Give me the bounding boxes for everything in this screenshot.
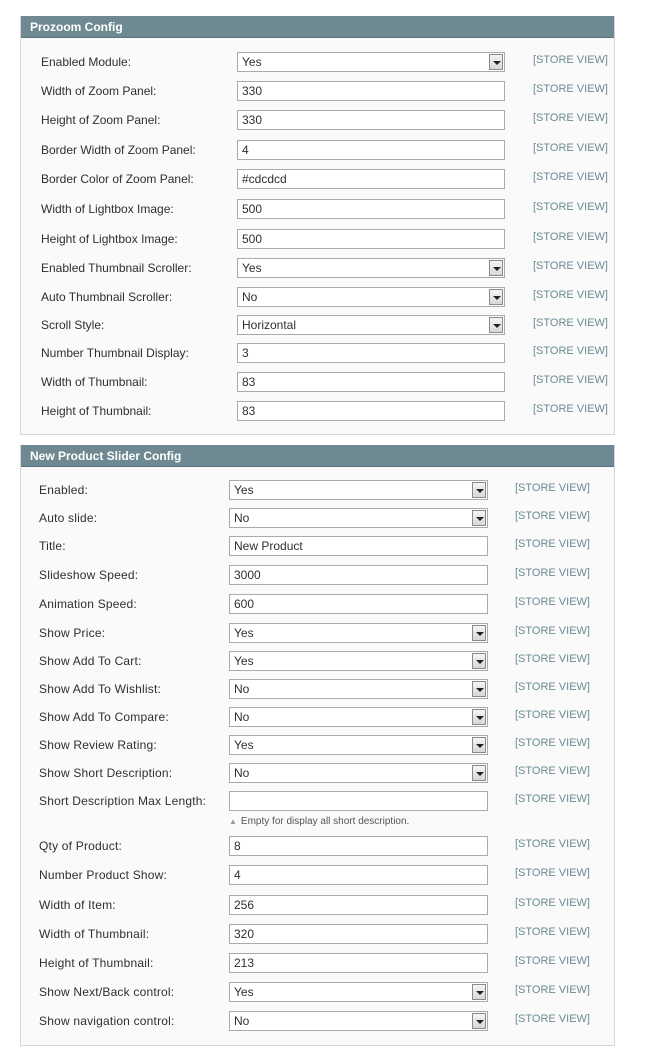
number-product-show-value: 4: [234, 868, 241, 882]
short-description-max-length-note: [229, 816, 409, 827]
chevron-down-icon[interactable]: [472, 737, 486, 753]
show-navigation-control-select[interactable]: [229, 1011, 488, 1031]
show-navigation-control-value: No: [234, 1014, 250, 1028]
scroll-style-value: Horizontal: [242, 318, 297, 332]
height-of-thumbnail-scope-label: [STORE VIEW]: [533, 403, 608, 415]
width-of-item-row: [21, 895, 614, 915]
short-description-max-length-input[interactable]: [229, 791, 488, 811]
enabled-select[interactable]: [229, 480, 488, 500]
chevron-down-icon[interactable]: [472, 765, 486, 781]
height-of-thumbnail-value: 213: [234, 956, 255, 970]
border-color-of-zoom-panel-row: [21, 169, 614, 189]
width-of-lightbox-image-input[interactable]: [237, 199, 505, 219]
title-input[interactable]: [229, 536, 488, 556]
new-product-slider-config-header[interactable]: New Product Slider Config: [21, 445, 614, 467]
show-next-back-control-scope-label: [STORE VIEW]: [515, 984, 590, 996]
scroll-style-label: Scroll Style:: [41, 318, 105, 332]
width-of-thumbnail-scope-label: [STORE VIEW]: [515, 926, 590, 938]
show-next-back-control-label: Show Next/Back control:: [39, 985, 175, 999]
scroll-style-row: [21, 315, 614, 335]
enabled-row: [21, 480, 614, 500]
height-of-zoom-panel-input[interactable]: [237, 110, 505, 130]
show-add-to-wishlist-value: No: [234, 682, 250, 696]
enabled-module-value: Yes: [242, 55, 262, 69]
height-of-thumbnail-input[interactable]: [237, 401, 505, 421]
animation-speed-row: [21, 594, 614, 614]
height-of-lightbox-image-label: Height of Lightbox Image:: [41, 232, 178, 246]
chevron-down-icon[interactable]: [472, 1013, 486, 1029]
show-add-to-cart-value: Yes: [234, 654, 254, 668]
height-of-zoom-panel-label: Height of Zoom Panel:: [41, 113, 161, 127]
width-of-item-input[interactable]: [229, 895, 488, 915]
show-add-to-wishlist-scope-label: [STORE VIEW]: [515, 681, 590, 693]
qty-of-product-row: [21, 836, 614, 856]
show-next-back-control-row: [21, 982, 614, 1002]
auto-thumbnail-scroller-label: Auto Thumbnail Scroller:: [41, 290, 173, 304]
title-value: New Product: [234, 539, 303, 553]
slideshow-speed-scope-label: [STORE VIEW]: [515, 567, 590, 579]
enabled-thumbnail-scroller-scope-label: [STORE VIEW]: [533, 260, 608, 272]
show-add-to-wishlist-row: [21, 679, 614, 699]
show-add-to-cart-label: Show Add To Cart:: [39, 654, 142, 668]
border-color-of-zoom-panel-value: #cdcdcd: [242, 172, 287, 186]
auto-thumbnail-scroller-select[interactable]: [237, 287, 505, 307]
enabled-label: Enabled:: [39, 483, 88, 497]
number-thumbnail-display-label: Number Thumbnail Display:: [41, 346, 189, 360]
width-of-thumbnail-label: Width of Thumbnail:: [41, 375, 148, 389]
slideshow-speed-row: [21, 565, 614, 585]
show-navigation-control-row: [21, 1011, 614, 1031]
slideshow-speed-label: Slideshow Speed:: [39, 568, 139, 582]
scroll-style-scope-label: [STORE VIEW]: [533, 317, 608, 329]
enabled-module-row: [21, 52, 614, 72]
new-product-slider-config-section: [20, 445, 615, 1046]
show-price-row: [21, 623, 614, 643]
width-of-thumbnail-input[interactable]: [229, 924, 488, 944]
width-of-thumbnail-value: 83: [242, 375, 256, 389]
chevron-down-icon[interactable]: [489, 289, 503, 305]
show-review-rating-row: [21, 735, 614, 755]
qty-of-product-label: Qty of Product:: [39, 839, 123, 853]
number-thumbnail-display-row: [21, 343, 614, 363]
enabled-scope-label: [STORE VIEW]: [515, 482, 590, 494]
up-arrow-icon: ▲: [229, 817, 237, 826]
show-short-description-select[interactable]: [229, 763, 488, 783]
number-thumbnail-display-value: 3: [242, 346, 249, 360]
width-of-item-scope-label: [STORE VIEW]: [515, 897, 590, 909]
chevron-down-icon[interactable]: [472, 482, 486, 498]
animation-speed-value: 600: [234, 597, 255, 611]
width-of-lightbox-image-row: [21, 199, 614, 219]
show-add-to-compare-scope-label: [STORE VIEW]: [515, 709, 590, 721]
width-of-thumbnail-value: 320: [234, 927, 255, 941]
qty-of-product-scope-label: [STORE VIEW]: [515, 838, 590, 850]
show-add-to-cart-row: [21, 651, 614, 671]
show-next-back-control-select[interactable]: [229, 982, 488, 1002]
show-add-to-compare-select[interactable]: [229, 707, 488, 727]
title-scope-label: [STORE VIEW]: [515, 538, 590, 550]
enabled-module-label: Enabled Module:: [41, 55, 132, 69]
chevron-down-icon[interactable]: [472, 625, 486, 641]
show-add-to-cart-select[interactable]: [229, 651, 488, 671]
animation-speed-input[interactable]: [229, 594, 488, 614]
height-of-lightbox-image-input[interactable]: [237, 229, 505, 249]
width-of-zoom-panel-value: 330: [242, 84, 263, 98]
border-width-of-zoom-panel-row: [21, 140, 614, 160]
height-of-thumbnail-label: Height of Thumbnail:: [41, 404, 152, 418]
show-price-value: Yes: [234, 626, 254, 640]
show-short-description-label: Show Short Description:: [39, 766, 173, 780]
auto-slide-select[interactable]: [229, 508, 488, 528]
width-of-zoom-panel-label: Width of Zoom Panel:: [41, 84, 157, 98]
width-of-thumbnail-label: Width of Thumbnail:: [39, 927, 150, 941]
show-short-description-scope-label: [STORE VIEW]: [515, 765, 590, 777]
enabled-thumbnail-scroller-label: Enabled Thumbnail Scroller:: [41, 261, 192, 275]
show-add-to-cart-scope-label: [STORE VIEW]: [515, 653, 590, 665]
title-label: Title:: [39, 539, 66, 553]
width-of-zoom-panel-scope-label: [STORE VIEW]: [533, 83, 608, 95]
show-price-label: Show Price:: [39, 626, 106, 640]
short-description-max-length-scope-label: [STORE VIEW]: [515, 793, 590, 805]
width-of-item-value: 256: [234, 898, 255, 912]
auto-thumbnail-scroller-row: [21, 287, 614, 307]
show-add-to-wishlist-label: Show Add To Wishlist:: [39, 682, 162, 696]
border-width-of-zoom-panel-input[interactable]: [237, 140, 505, 160]
show-review-rating-select[interactable]: [229, 735, 488, 755]
enabled-module-scope-label: [STORE VIEW]: [533, 54, 608, 66]
show-price-scope-label: [STORE VIEW]: [515, 625, 590, 637]
auto-slide-scope-label: [STORE VIEW]: [515, 510, 590, 522]
width-of-thumbnail-row: [21, 372, 614, 392]
qty-of-product-input[interactable]: [229, 836, 488, 856]
height-of-zoom-panel-row: [21, 110, 614, 130]
enabled-thumbnail-scroller-value: Yes: [242, 261, 262, 275]
number-product-show-row: [21, 865, 614, 885]
chevron-down-icon[interactable]: [472, 510, 486, 526]
prozoom-config-section: [20, 16, 615, 435]
chevron-down-icon[interactable]: [472, 653, 486, 669]
short-description-max-length-note-text: Empty for display all short description.: [240, 816, 410, 827]
show-review-rating-value: Yes: [234, 738, 254, 752]
height-of-lightbox-image-scope-label: [STORE VIEW]: [533, 231, 608, 243]
prozoom-config-header[interactable]: Prozoom Config: [21, 16, 614, 38]
width-of-lightbox-image-scope-label: [STORE VIEW]: [533, 201, 608, 213]
show-review-rating-scope-label: [STORE VIEW]: [515, 737, 590, 749]
number-product-show-scope-label: [STORE VIEW]: [515, 867, 590, 879]
chevron-down-icon[interactable]: [472, 681, 486, 697]
show-next-back-control-value: Yes: [234, 985, 254, 999]
show-add-to-compare-row: [21, 707, 614, 727]
show-navigation-control-scope-label: [STORE VIEW]: [515, 1013, 590, 1025]
border-width-of-zoom-panel-label: Border Width of Zoom Panel:: [41, 143, 196, 157]
height-of-lightbox-image-value: 500: [242, 232, 263, 246]
enabled-thumbnail-scroller-select[interactable]: [237, 258, 505, 278]
number-product-show-label: Number Product Show:: [39, 868, 168, 882]
auto-slide-value: No: [234, 511, 250, 525]
chevron-down-icon[interactable]: [489, 260, 503, 276]
border-color-of-zoom-panel-input[interactable]: [237, 169, 505, 189]
auto-slide-row: [21, 508, 614, 528]
short-description-max-length-label: Short Description Max Length:: [39, 794, 207, 808]
short-description-max-length-row: [21, 791, 614, 827]
chevron-down-icon[interactable]: [472, 709, 486, 725]
slideshow-speed-value: 3000: [234, 568, 261, 582]
slideshow-speed-input[interactable]: [229, 565, 488, 585]
border-width-of-zoom-panel-value: 4: [242, 143, 249, 157]
show-navigation-control-label: Show navigation control:: [39, 1014, 175, 1028]
show-short-description-row: [21, 763, 614, 783]
number-product-show-input[interactable]: [229, 865, 488, 885]
scroll-style-select[interactable]: [237, 315, 505, 335]
qty-of-product-value: 8: [234, 839, 241, 853]
width-of-zoom-panel-row: [21, 81, 614, 101]
border-width-of-zoom-panel-scope-label: [STORE VIEW]: [533, 142, 608, 154]
height-of-thumbnail-label: Height of Thumbnail:: [39, 956, 154, 970]
number-thumbnail-display-input[interactable]: [237, 343, 505, 363]
show-short-description-value: No: [234, 766, 250, 780]
enabled-value: Yes: [234, 483, 254, 497]
height-of-thumbnail-row: [21, 401, 614, 421]
auto-slide-label: Auto slide:: [39, 511, 98, 525]
title-row: [21, 536, 614, 556]
width-of-thumbnail-scope-label: [STORE VIEW]: [533, 374, 608, 386]
width-of-lightbox-image-label: Width of Lightbox Image:: [41, 202, 174, 216]
show-add-to-wishlist-select[interactable]: [229, 679, 488, 699]
height-of-thumbnail-row: [21, 953, 614, 973]
animation-speed-scope-label: [STORE VIEW]: [515, 596, 590, 608]
auto-thumbnail-scroller-scope-label: [STORE VIEW]: [533, 289, 608, 301]
height-of-zoom-panel-scope-label: [STORE VIEW]: [533, 112, 608, 124]
height-of-thumbnail-scope-label: [STORE VIEW]: [515, 955, 590, 967]
border-color-of-zoom-panel-scope-label: [STORE VIEW]: [533, 171, 608, 183]
show-add-to-compare-label: Show Add To Compare:: [39, 710, 169, 724]
height-of-thumbnail-value: 83: [242, 404, 256, 418]
width-of-item-label: Width of Item:: [39, 898, 116, 912]
animation-speed-label: Animation Speed:: [39, 597, 137, 611]
number-thumbnail-display-scope-label: [STORE VIEW]: [533, 345, 608, 357]
width-of-thumbnail-input[interactable]: [237, 372, 505, 392]
chevron-down-icon[interactable]: [472, 984, 486, 1000]
width-of-zoom-panel-input[interactable]: [237, 81, 505, 101]
height-of-thumbnail-input[interactable]: [229, 953, 488, 973]
chevron-down-icon[interactable]: [489, 54, 503, 70]
width-of-lightbox-image-value: 500: [242, 202, 263, 216]
enabled-module-select[interactable]: [237, 52, 505, 72]
show-price-select[interactable]: [229, 623, 488, 643]
width-of-thumbnail-row: [21, 924, 614, 944]
height-of-lightbox-image-row: [21, 229, 614, 249]
show-add-to-compare-value: No: [234, 710, 250, 724]
enabled-thumbnail-scroller-row: [21, 258, 614, 278]
auto-thumbnail-scroller-value: No: [242, 290, 258, 304]
show-review-rating-label: Show Review Rating:: [39, 738, 157, 752]
height-of-zoom-panel-value: 330: [242, 113, 263, 127]
chevron-down-icon[interactable]: [489, 317, 503, 333]
border-color-of-zoom-panel-label: Border Color of Zoom Panel:: [41, 172, 194, 186]
